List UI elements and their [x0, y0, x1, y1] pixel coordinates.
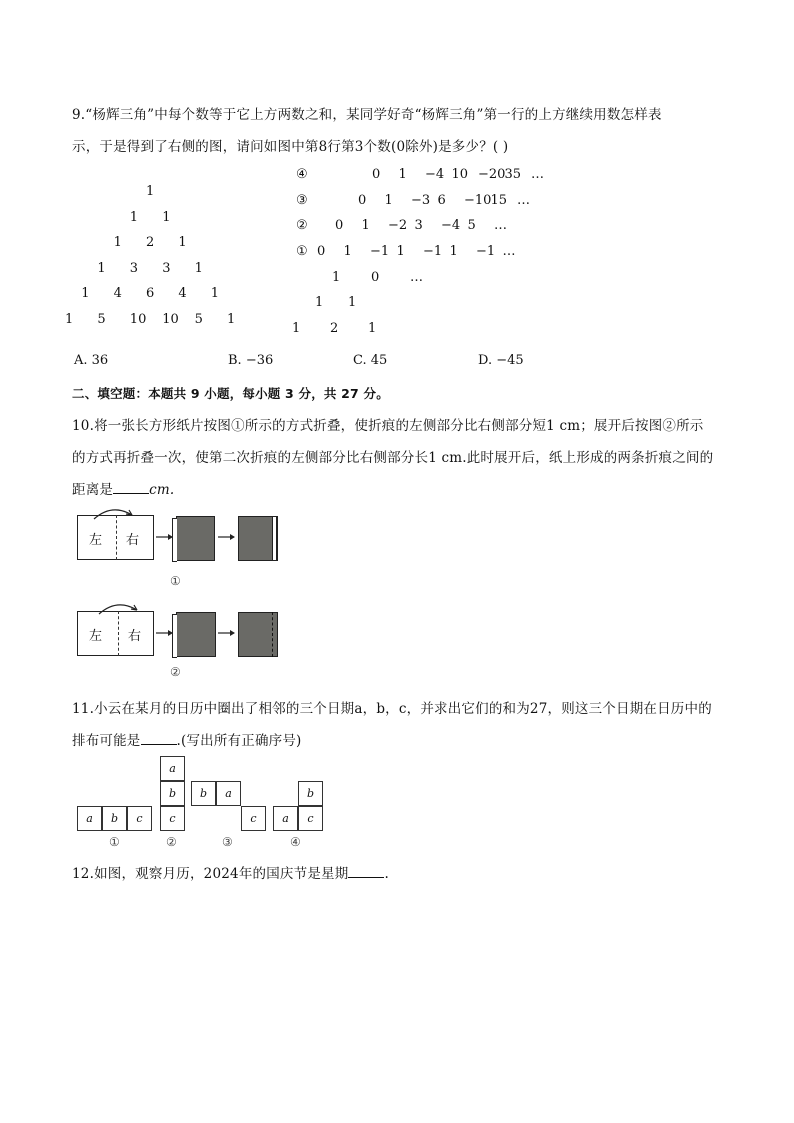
triangle-number: 3 — [162, 260, 171, 276]
cell-a: a — [216, 781, 241, 806]
q10-text-line1: 10.将一张长方形纸片按图①所示的方式折叠，使折痕的左侧部分比右侧部分短1 cm；展开后按图②所示 — [72, 418, 704, 434]
cell-b: b — [298, 781, 323, 806]
triangle-number: 1 — [97, 260, 106, 276]
q10-text-prefix: 距离是 — [72, 482, 114, 498]
triangle-number: 10 — [162, 311, 179, 327]
q10-text-line2: 的方式再折叠一次，使第二次折痕的左侧部分比右侧部分长1 cm.此时展开后，纸上形成的两条折痕之间的 — [72, 450, 714, 466]
triangle-number: −1 — [423, 244, 443, 259]
q9-option-d[interactable]: D. −45 — [478, 353, 524, 368]
triangle-number: 1 — [81, 286, 90, 301]
triangle-number: −2 — [388, 218, 408, 233]
arrangement-label-3: ③ — [222, 835, 233, 849]
triangle-number: 1 — [210, 286, 220, 301]
cell-a: a — [160, 756, 185, 781]
figure-2-label: ② — [170, 665, 181, 679]
arrangement-label-1: ① — [109, 835, 120, 849]
q10-answer-blank[interactable] — [113, 481, 149, 494]
figure-1-label: ① — [170, 574, 181, 588]
cell-c: c — [241, 806, 266, 831]
label-right: 右 — [126, 533, 140, 548]
triangle-number: 0 — [358, 193, 367, 208]
triangle-number: 1 — [65, 311, 74, 327]
triangle-number: 0 — [372, 167, 381, 182]
triangle-number: 5 — [467, 218, 476, 233]
triangle-number: 35 — [504, 167, 522, 182]
cell-c: c — [298, 806, 323, 831]
triangle-number: 1 — [113, 235, 122, 250]
q11-text-suffix: .(写出所有正确序号) — [176, 733, 302, 749]
triangle-number: 1 — [449, 244, 458, 259]
triangle-number: 5 — [194, 311, 203, 327]
cell-a: a — [273, 806, 298, 831]
arrangement-label-4: ④ — [290, 835, 301, 849]
q11-answer-blank[interactable] — [141, 732, 177, 745]
triangle-number: 1 — [315, 295, 324, 310]
triangle-number: 0 — [317, 244, 326, 259]
triangle-number: 1 — [368, 321, 377, 336]
triangle-number: 0 — [371, 270, 380, 285]
triangle-number: 3 — [129, 260, 139, 276]
triangle-number: 6 — [437, 193, 446, 208]
cell-b: b — [102, 806, 127, 831]
fold-arrow-icon — [95, 600, 145, 618]
q11-text-line1: 11.小云在某月的日历中圈出了相邻的三个日期a，b，c，并求出它们的和为27，则这三个日期在日历中的 — [72, 701, 712, 717]
q12-text — [72, 862, 389, 882]
q9-option-c[interactable]: C. 45 — [353, 353, 388, 368]
triangle-number: −1 — [476, 244, 496, 259]
triangle-number: 4 — [178, 286, 187, 301]
arrow-right-icon — [216, 532, 238, 542]
triangle-number: … — [410, 270, 423, 285]
folded-edge — [172, 518, 177, 562]
triangle-number: 1 — [194, 260, 203, 276]
cell-c: c — [127, 806, 152, 831]
triangle-number: −3 — [411, 193, 431, 208]
triangle-number: 1 — [398, 167, 407, 182]
q9-text-line1: 9.“杨辉三角”中每个数等于它上方两数之和，某同学好奇“杨辉三角”第一行的上方继续用数怎样表 — [72, 107, 662, 123]
triangle-number: 1 — [384, 193, 393, 208]
triangle-number: 0 — [335, 218, 344, 233]
triangle-number: … — [494, 218, 507, 233]
fold-arrow-icon — [90, 505, 140, 523]
triangle-number: −20 — [478, 167, 506, 182]
row-label: ③ — [296, 193, 308, 208]
folded-paper — [176, 516, 215, 561]
q9-option-b[interactable]: B. −36 — [228, 353, 274, 368]
triangle-number: 2 — [146, 235, 155, 250]
triangle-number: 1 — [348, 295, 357, 310]
triangle-number: … — [502, 244, 516, 259]
q11-text-line2 — [72, 729, 302, 749]
triangle-number: −10 — [464, 193, 492, 208]
row-label: ④ — [296, 167, 308, 182]
triangle-number: −4 — [441, 218, 461, 233]
arrow-right-icon — [216, 628, 238, 638]
triangle-number: … — [517, 193, 530, 208]
triangle-number: 1 — [146, 184, 155, 199]
triangle-number: 1 — [227, 311, 236, 327]
triangle-number: 15 — [490, 193, 508, 208]
q10-text-line3 — [72, 478, 174, 498]
triangle-number: 5 — [97, 311, 106, 327]
cell-b: b — [191, 781, 216, 806]
triangle-number: 3 — [414, 218, 423, 233]
cell-a: a — [77, 806, 102, 831]
triangle-number: 2 — [330, 321, 339, 336]
paper-strip — [272, 516, 277, 561]
q9-text-line2: 示，于是得到了右侧的图，请问如图中第8行第3个数(0除外)是多少？( ) — [72, 139, 509, 155]
label-left: 左 — [89, 629, 103, 644]
arrangement-label-2: ② — [166, 835, 177, 849]
q9-option-a[interactable]: A. 36 — [74, 353, 109, 368]
triangle-number: 1 — [396, 244, 405, 259]
q11-text-prefix: 排布可能是 — [72, 733, 141, 749]
q10-text-suffix: cm. — [149, 482, 175, 498]
row-label: ② — [296, 218, 308, 233]
triangle-number: 1 — [178, 235, 187, 250]
section-title: 二、填空题：本题共 9 小题，每小题 3 分，共 27 分。 — [72, 386, 389, 401]
triangle-number: 1 — [361, 218, 370, 233]
q12-text-prefix: 12.如图，观察月历，2024年的国庆节是星期 — [72, 866, 349, 882]
triangle-number: 1 — [292, 321, 301, 336]
triangle-number: 6 — [146, 286, 155, 301]
triangle-number: 1 — [332, 270, 341, 285]
cell-b: b — [160, 781, 185, 806]
triangle-number: 1 — [129, 209, 139, 225]
triangle-number: 4 — [113, 286, 122, 301]
label-right: 右 — [128, 629, 142, 644]
triangle-number: −4 — [425, 167, 445, 182]
triangle-number: 10 — [129, 311, 147, 327]
label-left: 左 — [89, 533, 103, 548]
triangle-number: −1 — [370, 244, 390, 259]
q12-text-suffix: . — [384, 866, 389, 882]
second-crease-dashed — [272, 612, 273, 657]
row-label: ① — [296, 244, 308, 259]
triangle-number: 1 — [162, 209, 171, 225]
triangle-number: 1 — [343, 244, 352, 259]
q12-answer-blank[interactable] — [348, 865, 384, 878]
folded-edge — [172, 614, 177, 658]
cell-c: c — [160, 806, 185, 831]
triangle-number: 10 — [451, 167, 469, 182]
folded-paper — [176, 612, 216, 657]
triangle-number: … — [531, 167, 544, 182]
